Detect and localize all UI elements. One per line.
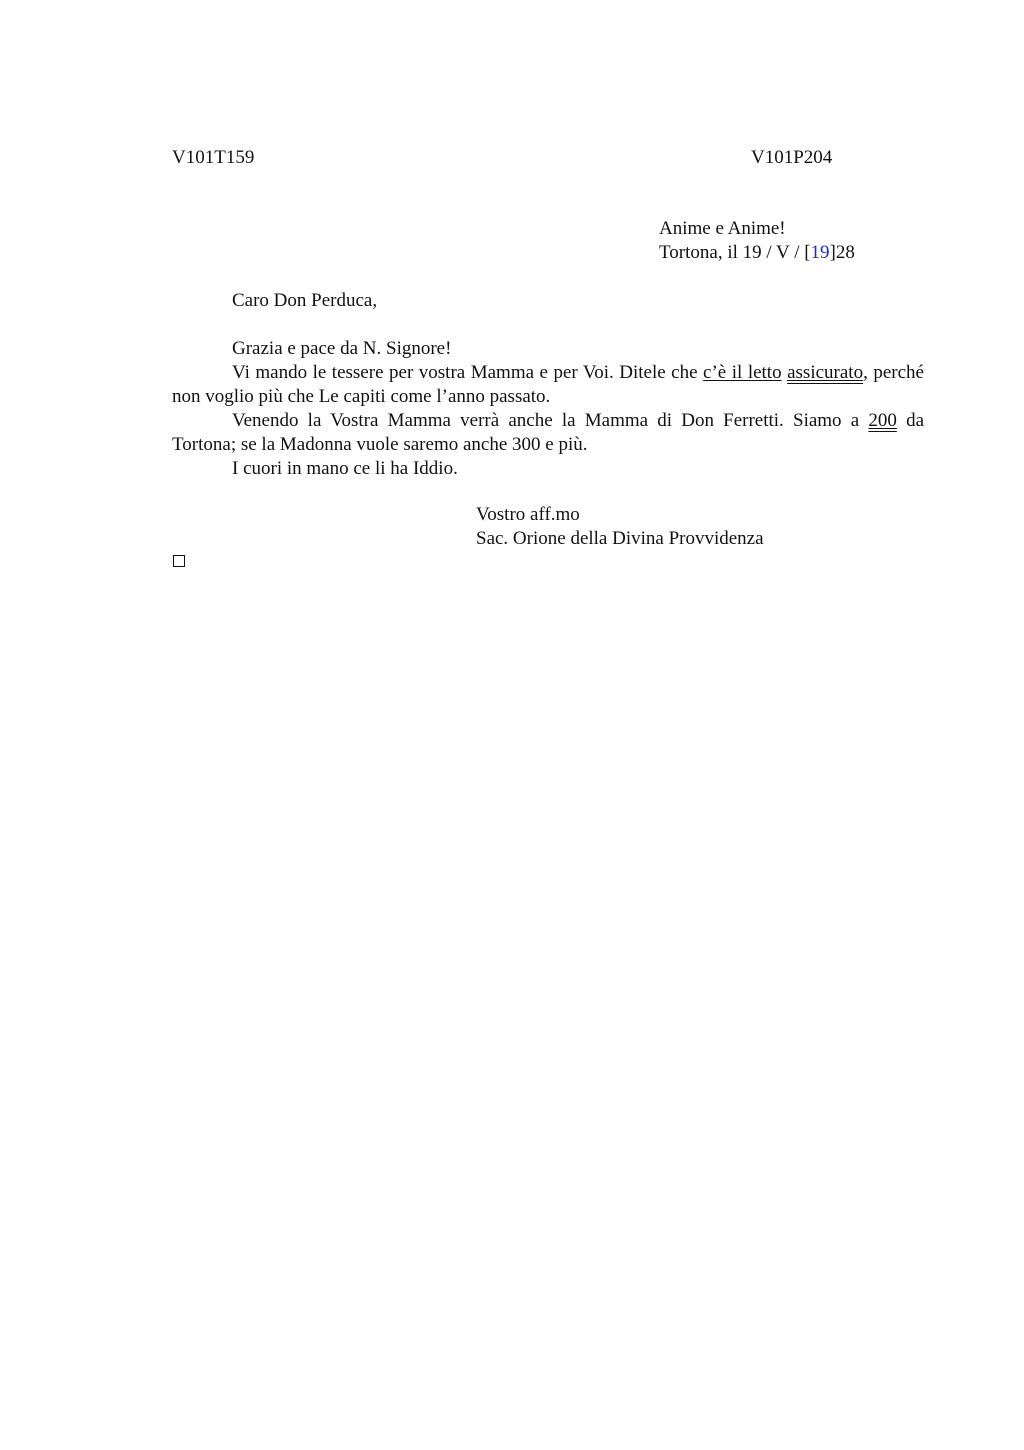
double-underlined-assicurato: assicurato xyxy=(787,362,864,383)
date-line xyxy=(659,241,855,265)
motto: Anime e Anime! xyxy=(659,218,786,239)
archive-code-right: V101P204 xyxy=(751,147,833,168)
paragraph-venendo xyxy=(172,409,924,457)
p3-text-a: Venendo la Vostra Mamma verrà anche la Mamma di Don Ferretti. Siamo a xyxy=(232,410,869,431)
closing-signature: Sac. Orione della Divina Provvidenza xyxy=(476,528,764,549)
letter-body xyxy=(172,337,924,481)
underlined-letto: c’è il letto xyxy=(703,362,782,383)
paragraph-greeting: Grazia e pace da N. Signore! xyxy=(232,338,452,359)
closing-line-1: Vostro aff.mo xyxy=(476,504,580,525)
paragraph-cuori: I cuori in mano ce li ha Iddio. xyxy=(232,458,458,479)
p3-text-b: da Tortona; se la Madonna vuole saremo anche 300 e più. xyxy=(172,410,924,455)
date-bracket-year: 19 xyxy=(810,242,830,263)
square-outline-icon xyxy=(173,555,185,567)
salutation: Caro Don Perduca, xyxy=(232,290,378,311)
double-underlined-200: 200 xyxy=(868,410,897,431)
p2-text-a: Vi mando le tessere per vostra Mamma e per Voi. Ditele che xyxy=(232,362,704,383)
date-prefix: Tortona, il 19 / V / [ xyxy=(659,242,811,263)
p2-text-b: , perché non voglio più che Le capiti come l’anno passato. xyxy=(172,362,924,407)
archive-code-left: V101T159 xyxy=(172,147,255,168)
date-suffix: ]28 xyxy=(829,242,855,263)
paragraph-tessere xyxy=(172,361,924,409)
